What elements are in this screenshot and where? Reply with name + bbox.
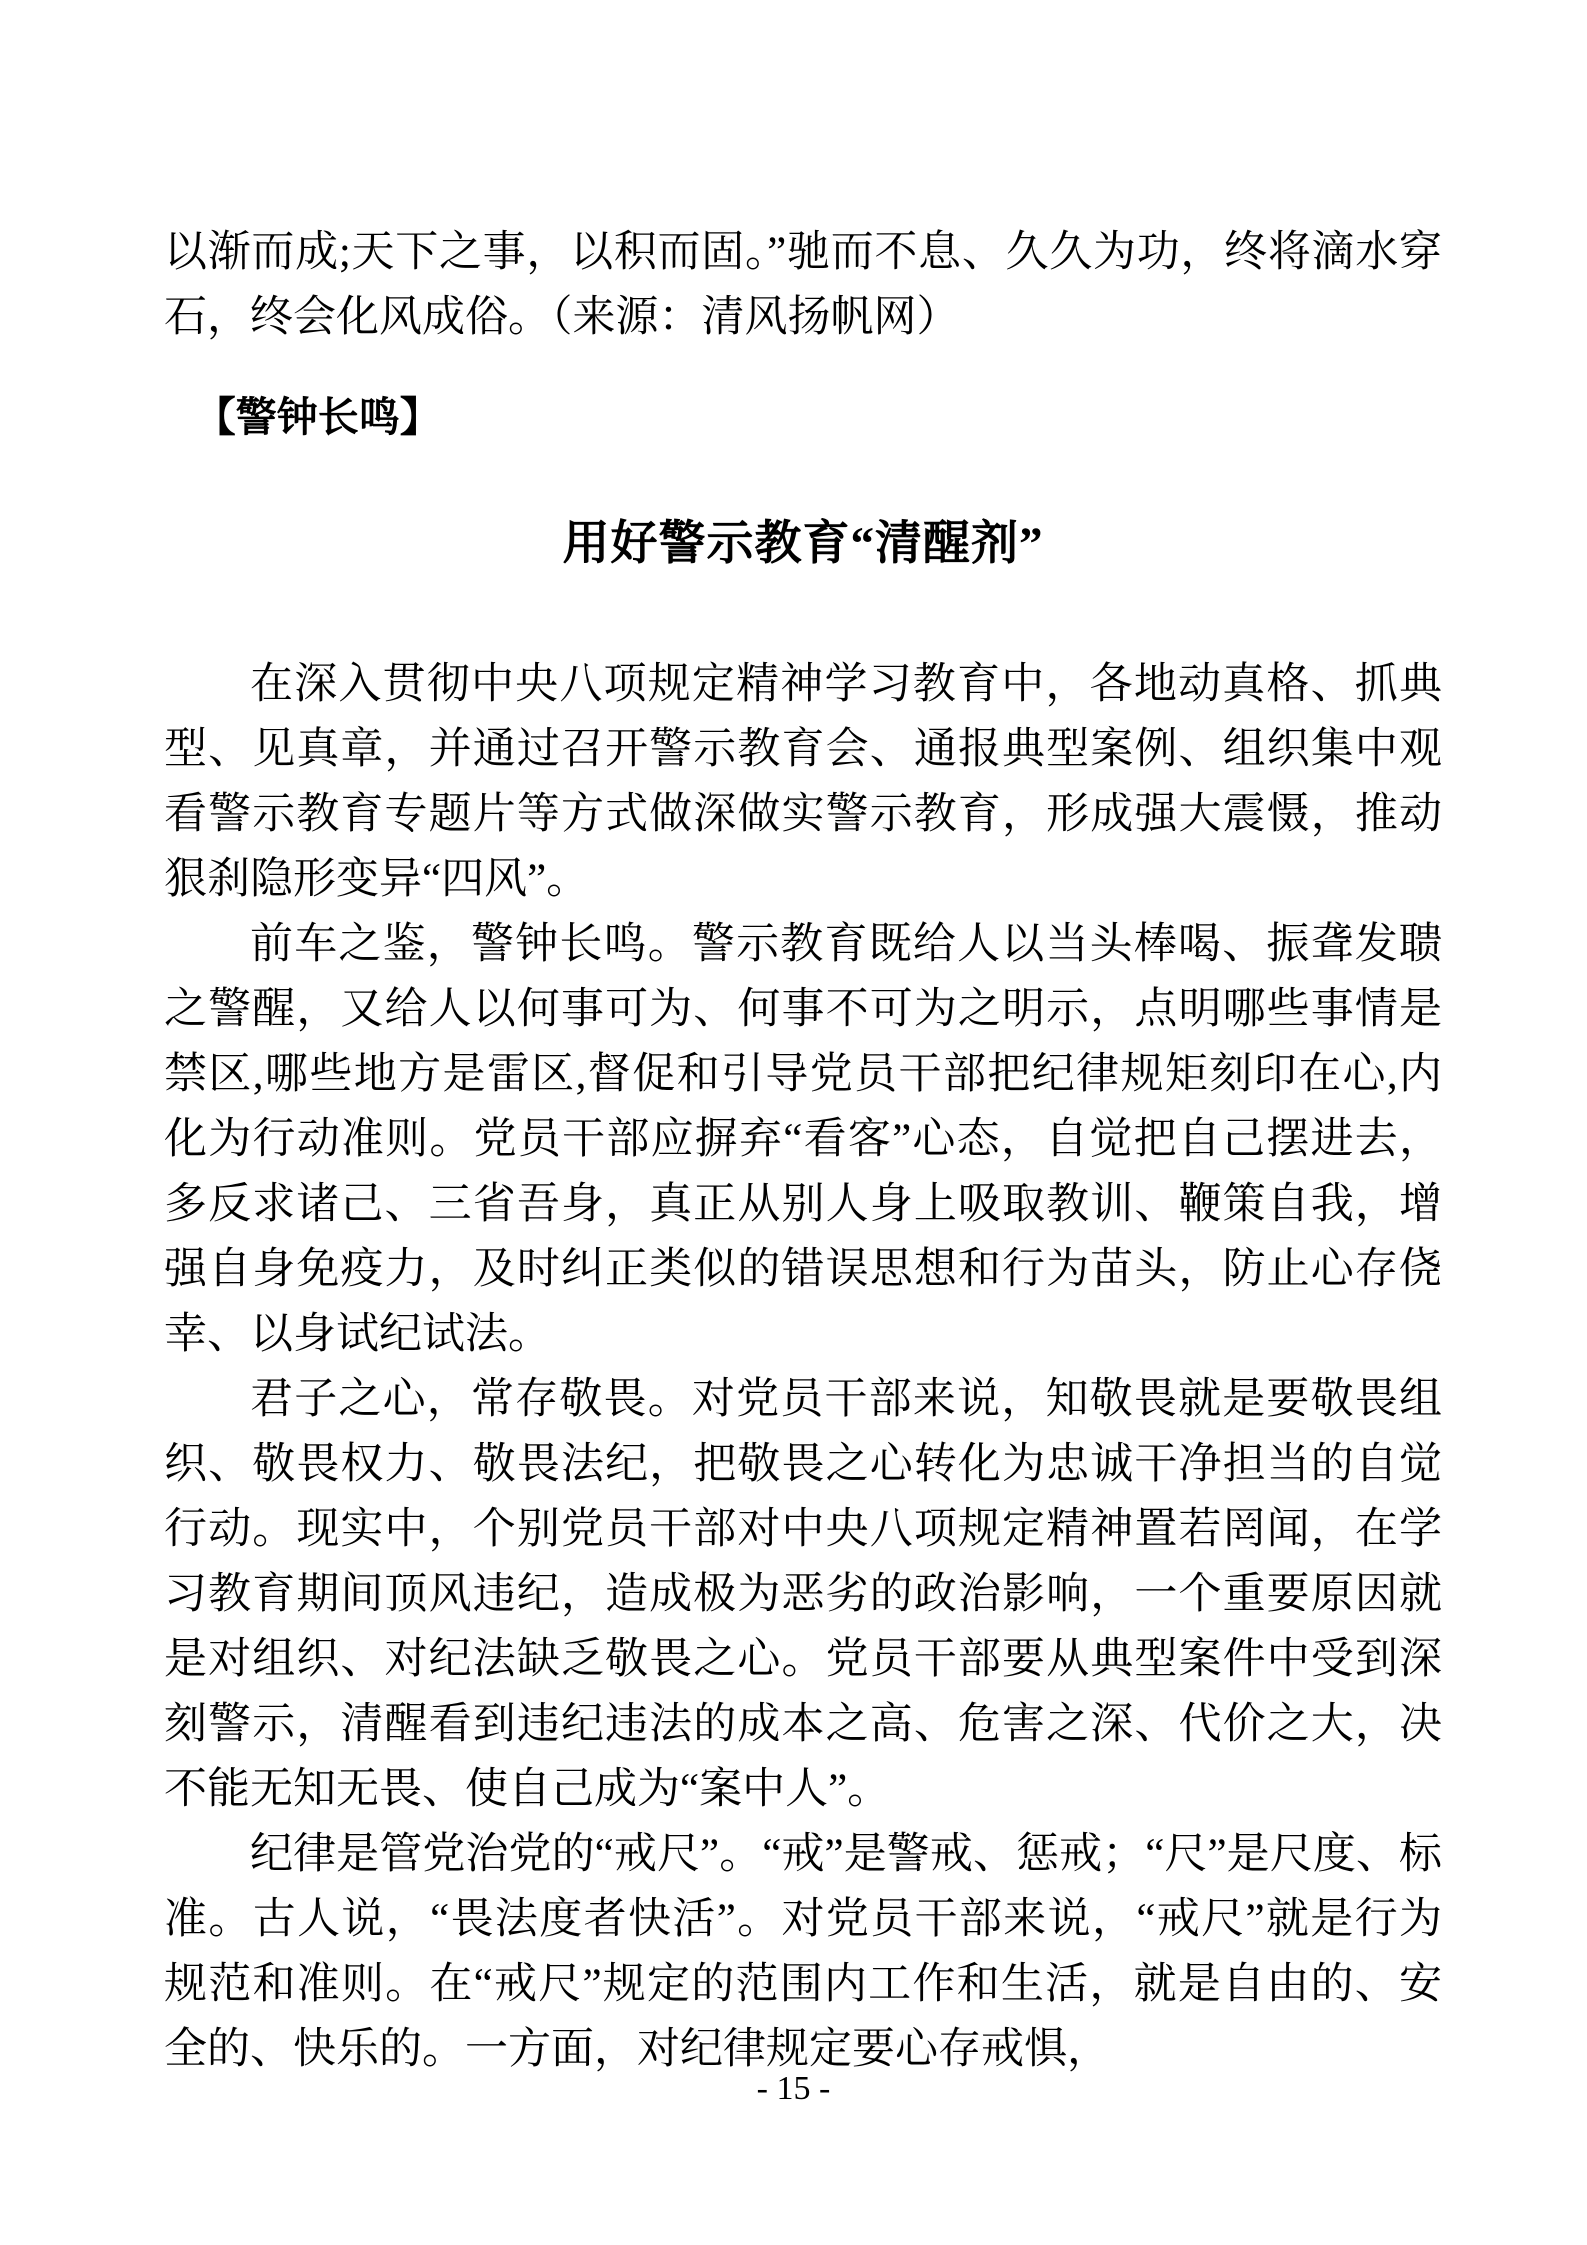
body-paragraph: 纪律是管党治党的“戒尺”。“戒”是警戒、惩戒；“尺”是尺度、标准。古人说，“畏法度者快活”。对党员干部来说，“戒尺”就是行为规范和准则。在“戒尺”规定的范围内工作和生活，就是自由的、安全的、快乐的。一方面，对纪律规定要心存戒惧， — [164, 1831, 1442, 2073]
body-paragraph: 前车之鉴，警钟长鸣。警示教育既给人以当头棒喝、振聋发聩之警醒，又给人以何事可为、何事不可为之明示，点明哪些事情是禁区,哪些地方是雷区,督促和引导党员干部把纪律规矩刻印在心,内化为行动准则。党员干部应摒弃“看客”心态，自觉把自己摆进去，多反求诸己、三省吾身，真正从别人身上吸取教训、鞭策自我，增强自身免疫力，及时纠正类似的错误思想和行为苗头，防止心存侥幸、以身试纪试法。 — [164, 921, 1442, 1358]
continuation-paragraph: 以渐而成;天下之事，以积而固。”驰而不息、久久为功，终将滴水穿石，终会化风成俗。（来源：清风扬帆网） — [164, 229, 1442, 341]
article-title: 用好警示教育“清醒剂” — [562, 518, 1044, 570]
page-footer — [0, 2068, 1587, 2110]
page-content — [164, 220, 1442, 2082]
body-paragraph: 在深入贯彻中央八项规定精神学习教育中，各地动真格、抓典型、见真章，并通过召开警示教育会、通报典型案例、组织集中观看警示教育专题片等方式做深做实警示教育，形成强大震慑，推动狠刹隐形变异“四风”。 — [164, 661, 1442, 903]
section-header: 【警钟长鸣】 — [194, 394, 441, 440]
body-paragraph: 君子之心，常存敬畏。对党员干部来说，知敬畏就是要敬畏组织、敬畏权力、敬畏法纪，把敬畏之心转化为忠诚干净担当的自觉行动。现实中，个别党员干部对中央八项规定精神置若罔闻，在学习教育期间顶风违纪，造成极为恶劣的政治影响，一个重要原因就是对组织、对纪法缺乏敬畏之心。党员干部要从典型案件中受到深刻警示，清醒看到违纪违法的成本之高、危害之深、代价之大，决不能无知无畏、使自己成为“案中人”。 — [164, 1376, 1442, 1813]
page-number: - 15 - — [756, 2070, 831, 2107]
